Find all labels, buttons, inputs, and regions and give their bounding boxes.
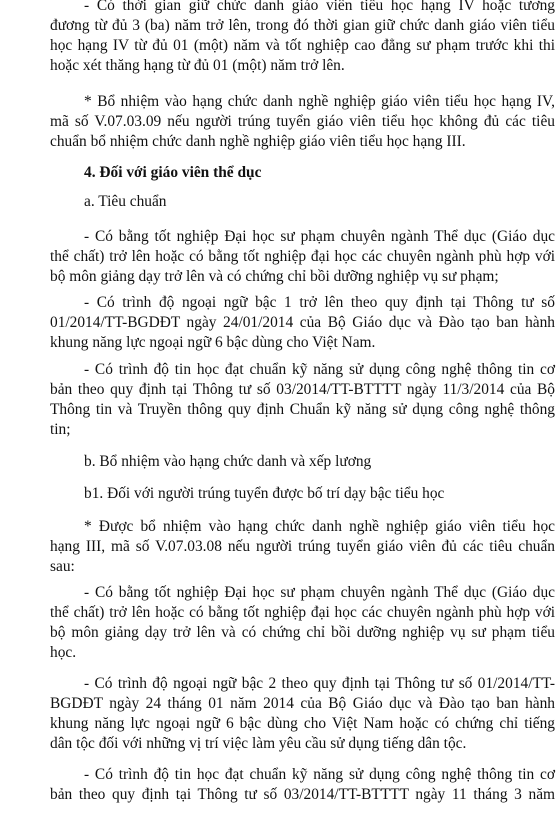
text-line: dân tộc đối với những vị trí việc làm yêu cầu sử dụng tiếng dân tộc.	[50, 735, 467, 752]
paragraph-it-skills-primary	[50, 765, 555, 805]
heading-text: 4. Đối với giáo viên thể dục	[84, 164, 262, 181]
text-line: - Có trình độ ngoại ngữ bậc 1 trở lên theo quy định tại Thông tư số	[84, 294, 555, 311]
text-line: 01/2014/TT-BGDĐT ngày 24/01/2014 của Bộ Giáo dục và Đào tạo ban hành	[50, 314, 555, 331]
text-line: - Có trình độ ngoại ngữ bậc 2 theo quy định tại Thông tư số 01/2014/TT-	[84, 675, 555, 692]
subsection-primary-level	[50, 484, 555, 504]
text-line: - Có trình độ tin học đạt chuẩn kỹ năng sử dụng công nghệ thông tin cơ	[84, 766, 555, 783]
text-line: khung năng lực ngoại ngữ 6 bậc dùng cho Việt Nam.	[50, 334, 376, 351]
text-line: học.	[50, 644, 77, 661]
text-line: bản theo quy định tại Thông tư số 03/2014/TT-BTTTT ngày 11/3/2014 của Bộ	[50, 381, 555, 398]
text-line: tin;	[50, 421, 71, 438]
text-line: bộ môn giảng dạy trở lên và có chứng chỉ bồi dưỡng nghiệp vụ sư phạm;	[50, 268, 499, 285]
text-line: * Được bổ nhiệm vào hạng chức danh nghề nghiệp giáo viên tiểu học	[84, 518, 555, 535]
text-line: học hạng IV từ đủ 01 (một) năm và tốt nghiệp cao đẳng sư phạm trước khi thi	[50, 37, 555, 54]
text-line: - Có trình độ tin học đạt chuẩn kỹ năng sử dụng công nghệ thông tin cơ	[84, 361, 555, 378]
paragraph-appoint-rank-iv	[50, 92, 555, 152]
subsection-title: a. Tiêu chuẩn	[84, 193, 167, 210]
text-line: BGDĐT ngày 24 tháng 01 năm 2014 của Bộ Giáo dục và Đào tạo ban hành	[50, 695, 555, 712]
text-line: hoặc xét thăng hạng từ đủ 01 (một) năm trở lên.	[50, 57, 345, 74]
text-line: thể chất) trở lên hoặc có bằng tốt nghiệp đại học các chuyên ngành phù hợp với	[50, 604, 555, 621]
paragraph-foreign-language	[50, 293, 555, 353]
text-line: chuẩn bổ nhiệm chức danh nghề nghiệp giáo viên tiểu học hạng III.	[50, 133, 466, 150]
text-line: - Có bằng tốt nghiệp Đại học sư phạm chuyên ngành Thể dục (Giáo dục	[84, 228, 555, 245]
text-line: mã số V.07.03.09 nếu người trúng tuyển giáo viên tiểu học không đủ các tiêu	[50, 113, 555, 130]
text-line: bản theo quy định tại Thông tư số 03/2014/TT-BTTTT ngày 11 tháng 3 năm	[50, 786, 555, 803]
text-line: hạng III, mã số V.07.03.08 nếu người trúng tuyển giáo viên đủ các tiêu chuẩn	[50, 538, 555, 555]
paragraph-it-skills	[50, 360, 555, 440]
section-heading	[50, 163, 555, 183]
paragraph-appoint-rank-iii	[50, 517, 555, 577]
text-line: Thông tin và Truyền thông quy định Chuẩn kỹ năng sử dụng công nghệ thông	[50, 401, 555, 418]
text-line: thể chất) trở lên hoặc có bằng tốt nghiệp đại học các chuyên ngành phù hợp với	[50, 248, 555, 265]
text-line: * Bổ nhiệm vào hạng chức danh nghề nghiệp giáo viên tiểu học hạng IV,	[84, 93, 555, 110]
paragraph-degree-requirement-primary	[50, 583, 555, 663]
text-line: - Có thời gian giữ chức danh giáo viên tiểu học hạng IV hoặc tương	[84, 0, 555, 14]
paragraph-degree-requirement	[50, 227, 555, 287]
text-line: - Có bằng tốt nghiệp Đại học sư phạm chuyên ngành Thể dục (Giáo dục	[84, 584, 555, 601]
text-line: đương từ đủ 3 (ba) năm trở lên, trong đó thời gian giữ chức danh giáo viên tiểu	[50, 17, 555, 34]
text-line: sau:	[50, 558, 75, 575]
text-line: bộ môn giảng dạy trở lên và có chứng chỉ bồi dưỡng nghiệp vụ sư phạm tiểu	[50, 624, 555, 641]
paragraph-teaching-time	[50, 0, 555, 76]
subsection-title: b. Bổ nhiệm vào hạng chức danh và xếp lương	[84, 453, 372, 470]
subsection-appointment	[50, 452, 555, 472]
subsection-title: b1. Đối với người trúng tuyển được bố trí dạy bậc tiểu học	[84, 485, 445, 502]
paragraph-foreign-language-level2	[50, 674, 555, 754]
subsection-standards	[50, 192, 555, 212]
text-line: khung năng lực ngoại ngữ 6 bậc dùng cho Việt Nam hoặc có chứng chỉ tiếng	[50, 715, 555, 732]
